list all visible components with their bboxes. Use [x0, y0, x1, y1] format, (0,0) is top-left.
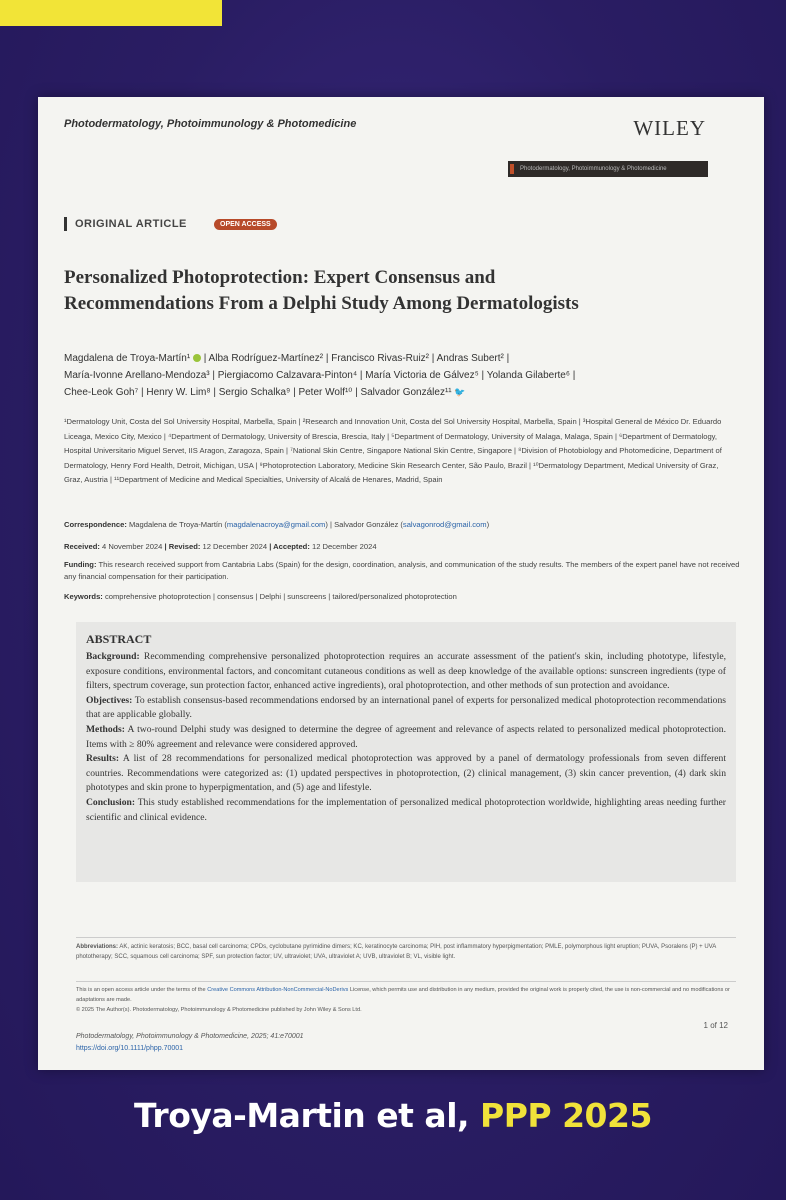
correspondence-label: Correspondence:	[64, 520, 127, 529]
accepted-date: 12 December 2024	[309, 542, 377, 551]
copyright: © 2025 The Author(s). Photodermatology, Photoimmunology & Photomedicine published by John Wiley & Sons Ltd.	[76, 1007, 362, 1013]
email-link-1[interactable]: magdalenacroya@gmail.com	[226, 520, 326, 529]
dates-line	[64, 541, 744, 553]
authors-block	[64, 350, 714, 401]
abstract-conclusion	[86, 796, 726, 825]
funding-label: Funding:	[64, 560, 97, 569]
license-pre: This is an open access article under the terms of the	[76, 987, 208, 993]
results-label: Results:	[86, 753, 120, 765]
objectives-label: Objectives:	[86, 694, 133, 706]
article-type: ORIGINAL ARTICLE	[64, 217, 187, 231]
revised-date: 12 December 2024	[200, 542, 268, 551]
paper-title: Personalized Photoprotection: Expert Consensus and Recommendations From a Delphi Study Among Dermatologists	[64, 267, 579, 314]
conclusion-label: Conclusion:	[86, 796, 136, 808]
abstract-objectives	[86, 694, 726, 723]
orcid-icon	[193, 354, 201, 362]
background-text: Recommending comprehensive personalized photoprotection requires an accurate assessment of the patient's skin, including phototype, lifestyle, exposure conditions, environmental factors, and concomitant cutaneous conditions as well as deep knowledge of the available options: sunscreen ingredients (type of filters, spectrum coverage, sun protection factor, enhanced active ingredients), oral photoprotection, and other methods of sun protection and avoidance.	[86, 651, 726, 692]
slide-yellow-tab	[0, 0, 222, 26]
publisher-logo: WILEY	[633, 116, 706, 140]
correspondence-name-1: Magdalena de Troya-Martín (	[126, 520, 227, 529]
abbreviations-label: Abbreviations:	[76, 944, 119, 950]
methods-text: A two-round Delphi study was designed to determine the degree of agreement and relevance of aspects related to personalized medical photoprotection. Items with ≥ 80% agreement and relevance were considered approved.	[86, 723, 726, 750]
authors-line1-rest: | Alba Rodríguez-Martínez² | Francisco Rivas-Ruiz² | Andras Subert² |	[203, 353, 510, 364]
page-number: 1 of 12	[703, 1021, 728, 1030]
background-label: Background:	[86, 651, 140, 662]
correspondence-end: )	[486, 520, 490, 529]
keywords-label: Keywords:	[64, 592, 103, 601]
doi-link[interactable]: https://doi.org/10.1111/phpp.70001	[76, 1045, 184, 1052]
abbreviations-text: AK, actinic keratosis; BCC, basal cell carcinoma; CPDs, cyclobutane pyrimidine dimers; KC, keratinocyte carcinoma; PIH, post inflammatory hyperpigmentation; PMLE, polymorphous light eruption; PUVA, Psoralens (P) + UVA phototherapy; SCC, squamous cell carcinoma; SPF, sun protection factor; UV, ultraviolet; UVA, ultraviolet A; UVB, ultraviolet B; VL, visible light.	[76, 944, 716, 960]
abstract-box	[76, 622, 736, 882]
abbreviations	[76, 937, 736, 962]
abstract-background	[86, 650, 726, 694]
abstract-results	[86, 752, 726, 796]
license-link[interactable]: Creative Commons Attribution-NonCommercial-NoDerivs	[207, 987, 349, 993]
license-post: License, which permits use and distribution in any medium, provided the original work is properly cited, the use is non-commercial and no modifications or adaptations are made.	[76, 987, 730, 1003]
slide-caption	[0, 1096, 786, 1135]
author-first: Magdalena de Troya-Martín¹	[64, 353, 191, 364]
funding-line	[64, 559, 744, 583]
abstract-methods	[86, 723, 726, 752]
paper-page	[38, 97, 764, 1070]
caption-authors: Troya-Martin et al,	[134, 1096, 481, 1135]
email-link-2[interactable]: salvagonrod@gmail.com	[402, 520, 487, 529]
correspondence-line	[64, 519, 744, 531]
revised-label: | Revised:	[162, 542, 201, 551]
objectives-text: To establish consensus-based recommendations endorsed by an international panel of experts for personalized medical photoprotection recommendations that are applicable globally.	[86, 694, 726, 721]
results-text: A list of 28 recommendations for personalized medical photoprotection was approved by a panel of dermatology professionals from seven different countries. Recommendations were categorized as: (1) updated perspectives in photoprotection, (2) clinical management, (3) skin cancer prevention, (4) dark skin phototypes and skin prone to hyperpigmentation, and (5) age and lifestyle.	[86, 753, 726, 794]
open-access-badge: OPEN ACCESS	[214, 219, 277, 230]
conclusion-text: This study established recommendations for the implementation of personalized medical photoprotection worldwide, highlighting areas needing further scientific and clinical evidence.	[86, 796, 726, 823]
license-notice	[76, 981, 736, 1015]
authors-line2: María-Ivonne Arellano-Mendoza³ | Piergiacomo Calzavara-Pinton⁴ | María Victoria de Gálvez⁵ | Yolanda Gilaberte⁶ |	[64, 370, 576, 381]
correspondence-name-2: ) | Salvador González (	[325, 520, 403, 529]
journal-name: Photodermatology, Photoimmunology & Photomedicine	[64, 118, 357, 130]
affiliations: ¹Dermatology Unit, Costa del Sol University Hospital, Marbella, Spain | ²Research and Innovation Unit, Costa del Sol University Hospital, Marbella, Spain | ³Hospital General de México Dr. Eduardo Liceaga, Mexico City, Mexico | ⁴Department of Dermatology, University of Brescia, Brescia, Italy | ⁵Department of Dermatology, University of Malaga, Malaga, Spain | ⁶Department of Dermatology, Hospital Universitario Miguel Servet, IIS Aragon, Zaragoza, Spain | ⁷National Skin Centre, Singapore National Skin Centre, Singapore | ⁸Division of Photobiology and Photomedicine, Department of Dermatology, Henry Ford Health, Detroit, Michigan, USA | ⁹Photoprotection Laboratory, Medicine Skin Research Center, São Paulo, Brazil | ¹⁰Dermatology Department, Medical University of Graz, Graz, Austria | ¹¹Department of Medicine and Medical Specialties, University of Alcalá de Henares, Madrid, Spain	[64, 417, 722, 484]
received-label: Received:	[64, 542, 100, 551]
methods-label: Methods:	[86, 723, 125, 735]
accepted-label: | Accepted:	[267, 542, 310, 551]
funding-text: This research received support from Cantabria Labs (Spain) for the design, coordination, analysis, and communication of the study results. The members of the expert panel have not received any financial compensation for their participation.	[64, 560, 740, 581]
received-date: 4 November 2024	[99, 542, 163, 551]
keywords-line	[64, 591, 744, 603]
twitter-bird-icon: 🐦	[454, 387, 466, 397]
journal-band: Photodermatology, Photoimmunology & Photomedicine	[508, 161, 708, 177]
keywords-text: comprehensive photoprotection | consensus | Delphi | sunscreens | tailored/personalized photoprotection	[102, 592, 457, 601]
caption-journal-year: PPP 2025	[480, 1096, 652, 1135]
footer-citation	[76, 1031, 304, 1055]
abstract-heading: ABSTRACT	[86, 632, 152, 646]
authors-line3: Chee-Leok Goh⁷ | Henry W. Lim⁸ | Sergio Schalka⁹ | Peter Wolf¹⁰ | Salvador González¹¹	[64, 387, 452, 398]
citation-text: Photodermatology, Photoimmunology & Photomedicine, 2025; 41:e70001	[76, 1033, 304, 1040]
